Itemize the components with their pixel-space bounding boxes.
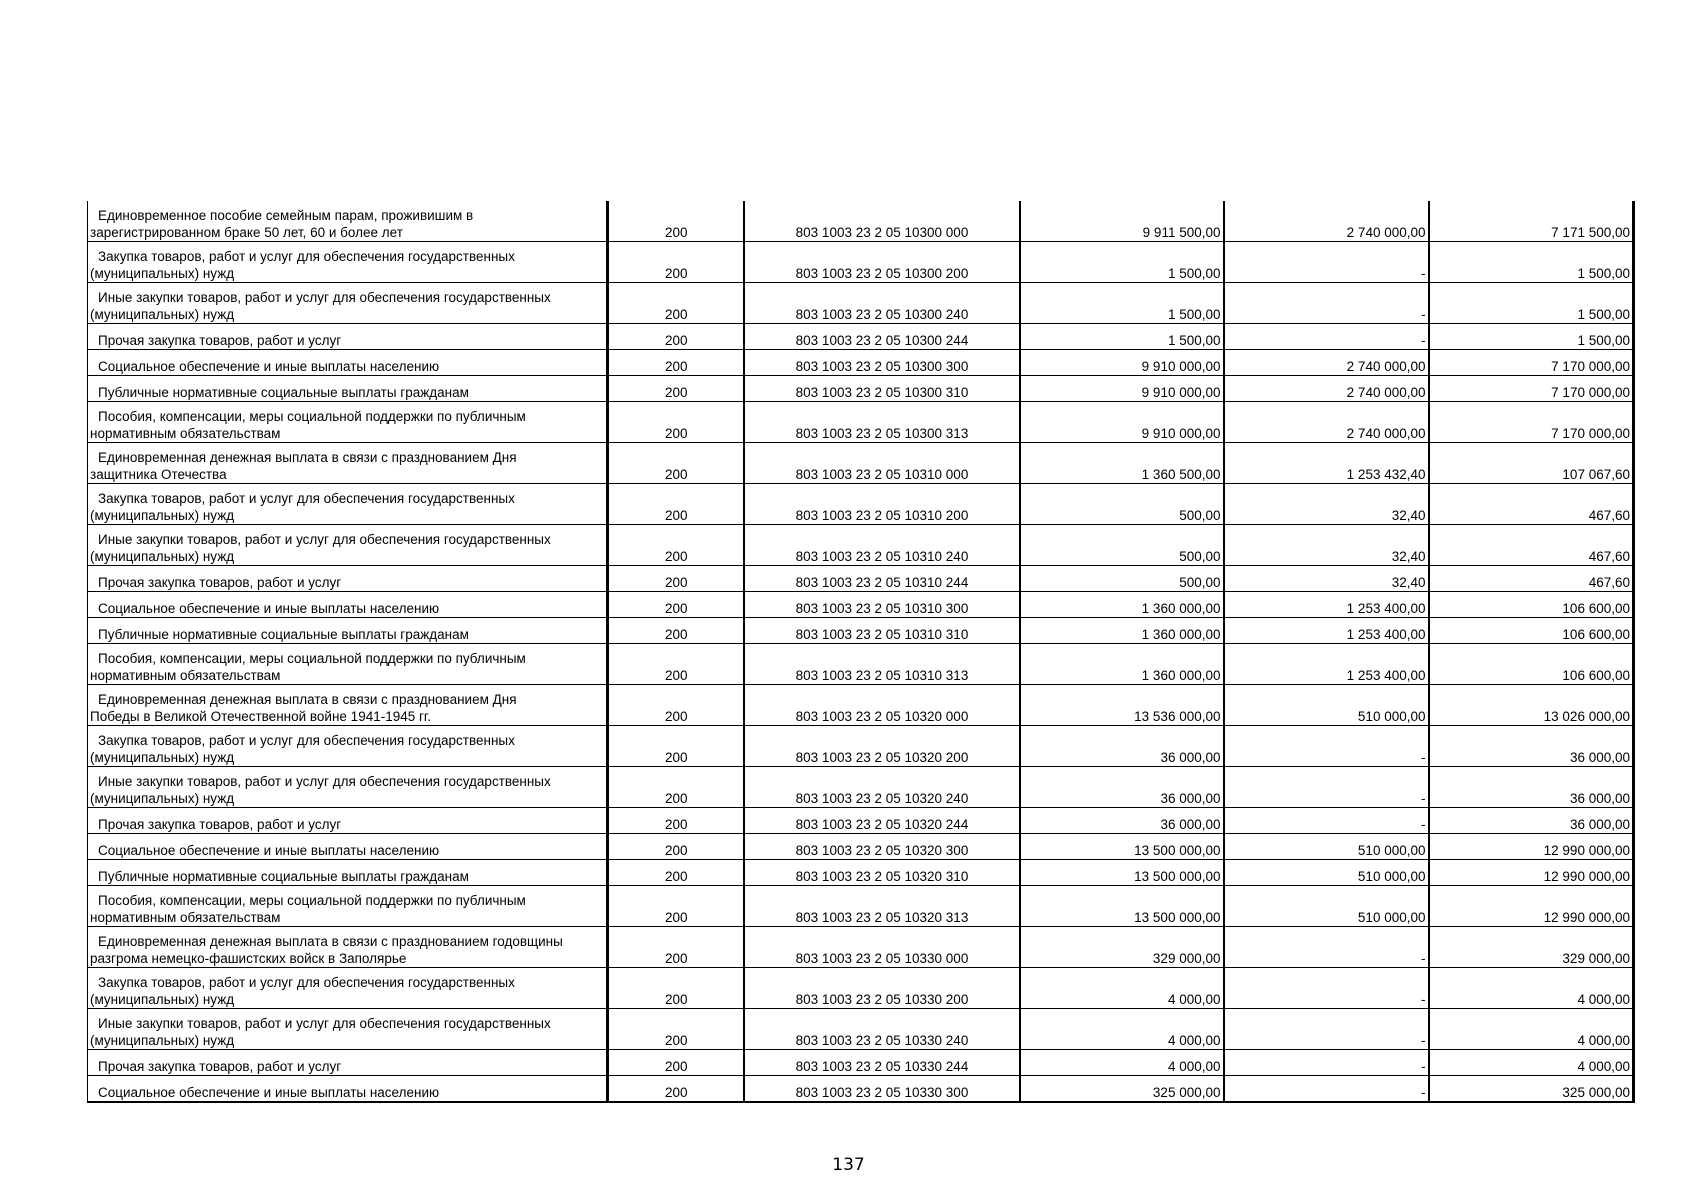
row-fact-cell: 1 253 400,00 — [1224, 644, 1429, 685]
row-kbk-cell: 803 1003 23 2 05 10300 244 — [744, 324, 1020, 350]
row-plan-cell: 1 500,00 — [1020, 324, 1224, 350]
row-code-cell: 200 — [608, 644, 744, 685]
row-plan-cell: 1 360 500,00 — [1020, 443, 1224, 484]
row-kbk-cell: 803 1003 23 2 05 10320 244 — [744, 808, 1020, 834]
row-plan-cell: 36 000,00 — [1020, 726, 1224, 767]
row-name-cell: Социальное обеспечение и иные выплаты населению — [88, 834, 608, 860]
row-name-cell: Закупка товаров, работ и услуг для обеспечения государственных (муниципальных) нужд — [88, 484, 608, 525]
row-fact-cell: 510 000,00 — [1224, 860, 1429, 886]
row-fact-cell: 32,40 — [1224, 525, 1429, 566]
row-kbk-cell: 803 1003 23 2 05 10310 200 — [744, 484, 1020, 525]
row-name-cell: Пособия, компенсации, меры социальной поддержки по публичным нормативным обязательствам — [88, 402, 608, 443]
row-kbk-cell: 803 1003 23 2 05 10310 244 — [744, 566, 1020, 592]
row-rest-cell: 36 000,00 — [1429, 726, 1634, 767]
row-name-cell: Прочая закупка товаров, работ и услуг — [88, 566, 608, 592]
row-name-cell: Пособия, компенсации, меры социальной поддержки по публичным нормативным обязательствам — [88, 644, 608, 685]
row-rest-cell: 4 000,00 — [1429, 968, 1634, 1009]
row-plan-cell: 4 000,00 — [1020, 1050, 1224, 1076]
row-fact-cell: 2 740 000,00 — [1224, 376, 1429, 402]
row-name-cell: Единовременное пособие семейным парам, проживишим в зарегистрированном браке 50 лет, 60 и более лет — [88, 201, 608, 242]
row-name-cell: Публичные нормативные социальные выплаты гражданам — [88, 860, 608, 886]
row-name-cell: Закупка товаров, работ и услуг для обеспечения государственных (муниципальных) нужд — [88, 726, 608, 767]
row-kbk-cell: 803 1003 23 2 05 10300 300 — [744, 350, 1020, 376]
row-fact-cell: 2 740 000,00 — [1224, 402, 1429, 443]
row-name-cell: Иные закупки товаров, работ и услуг для обеспечения государственных (муниципальных) нужд — [88, 1009, 608, 1050]
row-plan-cell: 36 000,00 — [1020, 767, 1224, 808]
row-code-cell: 200 — [608, 834, 744, 860]
table-row — [88, 484, 1634, 525]
row-plan-cell: 9 910 000,00 — [1020, 350, 1224, 376]
row-plan-cell: 13 500 000,00 — [1020, 860, 1224, 886]
row-kbk-cell: 803 1003 23 2 05 10320 200 — [744, 726, 1020, 767]
table-row — [88, 350, 1634, 376]
row-plan-cell: 36 000,00 — [1020, 808, 1224, 834]
row-code-cell: 200 — [608, 860, 744, 886]
row-code-cell: 200 — [608, 968, 744, 1009]
row-name-cell: Единовременная денежная выплата в связи с празднованием годовщины разгрома немецко-фашистских войск в Заполярье — [88, 927, 608, 968]
row-kbk-cell: 803 1003 23 2 05 10330 200 — [744, 968, 1020, 1009]
row-code-cell: 200 — [608, 201, 744, 242]
row-rest-cell: 107 067,60 — [1429, 443, 1634, 484]
row-fact-cell: - — [1224, 1076, 1429, 1103]
row-name-cell: Публичные нормативные социальные выплаты гражданам — [88, 376, 608, 402]
table-row — [88, 685, 1634, 726]
row-rest-cell: 12 990 000,00 — [1429, 886, 1634, 927]
row-plan-cell: 500,00 — [1020, 566, 1224, 592]
row-code-cell: 200 — [608, 443, 744, 484]
table-row — [88, 201, 1634, 242]
row-rest-cell: 1 500,00 — [1429, 242, 1634, 283]
row-name-cell: Социальное обеспечение и иные выплаты населению — [88, 1076, 608, 1103]
row-rest-cell: 4 000,00 — [1429, 1009, 1634, 1050]
table-row — [88, 566, 1634, 592]
row-name-cell: Закупка товаров, работ и услуг для обеспечения государственных (муниципальных) нужд — [88, 968, 608, 1009]
row-plan-cell: 9 910 000,00 — [1020, 376, 1224, 402]
row-code-cell: 200 — [608, 242, 744, 283]
row-code-cell: 200 — [608, 767, 744, 808]
row-plan-cell: 9 910 000,00 — [1020, 402, 1224, 443]
row-rest-cell: 467,60 — [1429, 484, 1634, 525]
row-kbk-cell: 803 1003 23 2 05 10300 240 — [744, 283, 1020, 324]
row-kbk-cell: 803 1003 23 2 05 10330 300 — [744, 1076, 1020, 1103]
row-rest-cell: 7 170 000,00 — [1429, 402, 1634, 443]
row-fact-cell: - — [1224, 283, 1429, 324]
row-plan-cell: 1 360 000,00 — [1020, 644, 1224, 685]
row-rest-cell: 12 990 000,00 — [1429, 834, 1634, 860]
table-row — [88, 886, 1634, 927]
row-fact-cell: - — [1224, 242, 1429, 283]
row-name-cell: Прочая закупка товаров, работ и услуг — [88, 1050, 608, 1076]
row-rest-cell: 36 000,00 — [1429, 767, 1634, 808]
row-kbk-cell: 803 1003 23 2 05 10300 200 — [744, 242, 1020, 283]
row-plan-cell: 1 500,00 — [1020, 242, 1224, 283]
row-rest-cell: 106 600,00 — [1429, 644, 1634, 685]
row-kbk-cell: 803 1003 23 2 05 10330 000 — [744, 927, 1020, 968]
row-fact-cell: 1 253 400,00 — [1224, 618, 1429, 644]
row-code-cell: 200 — [608, 376, 744, 402]
row-kbk-cell: 803 1003 23 2 05 10300 000 — [744, 201, 1020, 242]
row-kbk-cell: 803 1003 23 2 05 10320 240 — [744, 767, 1020, 808]
row-kbk-cell: 803 1003 23 2 05 10310 000 — [744, 443, 1020, 484]
row-fact-cell: - — [1224, 808, 1429, 834]
row-code-cell: 200 — [608, 566, 744, 592]
row-rest-cell: 7 171 500,00 — [1429, 201, 1634, 242]
row-rest-cell: 329 000,00 — [1429, 927, 1634, 968]
row-code-cell: 200 — [608, 927, 744, 968]
row-name-cell: Единовременная денежная выплата в связи с празднованием Дня защитника Отечества — [88, 443, 608, 484]
table-row — [88, 1050, 1634, 1076]
row-fact-cell: - — [1224, 767, 1429, 808]
row-rest-cell: 106 600,00 — [1429, 618, 1634, 644]
row-plan-cell: 13 536 000,00 — [1020, 685, 1224, 726]
row-rest-cell: 12 990 000,00 — [1429, 860, 1634, 886]
row-fact-cell: - — [1224, 726, 1429, 767]
row-kbk-cell: 803 1003 23 2 05 10320 310 — [744, 860, 1020, 886]
table-row — [88, 324, 1634, 350]
table-row — [88, 927, 1634, 968]
row-fact-cell: 32,40 — [1224, 566, 1429, 592]
table-row — [88, 726, 1634, 767]
table-row — [88, 443, 1634, 484]
table-row — [88, 592, 1634, 618]
row-code-cell: 200 — [608, 726, 744, 767]
row-plan-cell: 1 360 000,00 — [1020, 592, 1224, 618]
page-number: 137 — [832, 1155, 865, 1175]
row-code-cell: 200 — [608, 592, 744, 618]
row-code-cell: 200 — [608, 525, 744, 566]
row-fact-cell: - — [1224, 1009, 1429, 1050]
row-fact-cell: 1 253 432,40 — [1224, 443, 1429, 484]
table-row — [88, 808, 1634, 834]
row-plan-cell: 500,00 — [1020, 525, 1224, 566]
row-name-cell: Прочая закупка товаров, работ и услуг — [88, 324, 608, 350]
row-kbk-cell: 803 1003 23 2 05 10330 240 — [744, 1009, 1020, 1050]
table-row — [88, 860, 1634, 886]
row-name-cell: Публичные нормативные социальные выплаты гражданам — [88, 618, 608, 644]
row-code-cell: 200 — [608, 1009, 744, 1050]
row-code-cell: 200 — [608, 808, 744, 834]
row-plan-cell: 9 911 500,00 — [1020, 201, 1224, 242]
row-rest-cell: 4 000,00 — [1429, 1050, 1634, 1076]
row-code-cell: 200 — [608, 1050, 744, 1076]
table-row — [88, 618, 1634, 644]
row-code-cell: 200 — [608, 402, 744, 443]
table-row — [88, 968, 1634, 1009]
row-name-cell: Иные закупки товаров, работ и услуг для обеспечения государственных (муниципальных) нужд — [88, 283, 608, 324]
row-plan-cell: 13 500 000,00 — [1020, 834, 1224, 860]
row-code-cell: 200 — [608, 685, 744, 726]
row-name-cell: Пособия, компенсации, меры социальной поддержки по публичным нормативным обязательствам — [88, 886, 608, 927]
row-kbk-cell: 803 1003 23 2 05 10320 300 — [744, 834, 1020, 860]
row-plan-cell: 1 360 000,00 — [1020, 618, 1224, 644]
table-row — [88, 767, 1634, 808]
row-rest-cell: 7 170 000,00 — [1429, 350, 1634, 376]
table-row — [88, 1009, 1634, 1050]
row-name-cell: Социальное обеспечение и иные выплаты населению — [88, 350, 608, 376]
row-fact-cell: - — [1224, 324, 1429, 350]
row-fact-cell: - — [1224, 927, 1429, 968]
row-rest-cell: 36 000,00 — [1429, 808, 1634, 834]
row-code-cell: 200 — [608, 484, 744, 525]
table-row — [88, 242, 1634, 283]
row-fact-cell: 2 740 000,00 — [1224, 201, 1429, 242]
row-name-cell: Закупка товаров, работ и услуг для обеспечения государственных (муниципальных) нужд — [88, 242, 608, 283]
table-row — [88, 525, 1634, 566]
table-row — [88, 1076, 1634, 1103]
row-code-cell: 200 — [608, 283, 744, 324]
table-body — [88, 201, 1634, 1102]
row-rest-cell: 106 600,00 — [1429, 592, 1634, 618]
row-rest-cell: 7 170 000,00 — [1429, 376, 1634, 402]
row-kbk-cell: 803 1003 23 2 05 10320 313 — [744, 886, 1020, 927]
row-name-cell: Иные закупки товаров, работ и услуг для обеспечения государственных (муниципальных) нужд — [88, 767, 608, 808]
row-code-cell: 200 — [608, 886, 744, 927]
table-row — [88, 644, 1634, 685]
row-plan-cell: 500,00 — [1020, 484, 1224, 525]
row-plan-cell: 4 000,00 — [1020, 968, 1224, 1009]
row-plan-cell: 4 000,00 — [1020, 1009, 1224, 1050]
row-kbk-cell: 803 1003 23 2 05 10310 240 — [744, 525, 1020, 566]
table-row — [88, 283, 1634, 324]
row-fact-cell: 510 000,00 — [1224, 886, 1429, 927]
row-rest-cell: 1 500,00 — [1429, 283, 1634, 324]
row-plan-cell: 13 500 000,00 — [1020, 886, 1224, 927]
row-kbk-cell: 803 1003 23 2 05 10300 313 — [744, 402, 1020, 443]
row-fact-cell: 32,40 — [1224, 484, 1429, 525]
row-code-cell: 200 — [608, 1076, 744, 1103]
row-rest-cell: 13 026 000,00 — [1429, 685, 1634, 726]
row-kbk-cell: 803 1003 23 2 05 10310 300 — [744, 592, 1020, 618]
row-rest-cell: 467,60 — [1429, 566, 1634, 592]
row-kbk-cell: 803 1003 23 2 05 10330 244 — [744, 1050, 1020, 1076]
row-name-cell: Единовременная денежная выплата в связи с празднованием Дня Победы в Великой Отечественной войне 1941-1945 гг. — [88, 685, 608, 726]
row-plan-cell: 1 500,00 — [1020, 283, 1224, 324]
row-rest-cell: 1 500,00 — [1429, 324, 1634, 350]
row-kbk-cell: 803 1003 23 2 05 10310 313 — [744, 644, 1020, 685]
row-name-cell: Социальное обеспечение и иные выплаты населению — [88, 592, 608, 618]
row-fact-cell: 510 000,00 — [1224, 685, 1429, 726]
row-fact-cell: 1 253 400,00 — [1224, 592, 1429, 618]
table-row — [88, 834, 1634, 860]
row-code-cell: 200 — [608, 324, 744, 350]
row-kbk-cell: 803 1003 23 2 05 10310 310 — [744, 618, 1020, 644]
row-code-cell: 200 — [608, 350, 744, 376]
row-fact-cell: - — [1224, 1050, 1429, 1076]
row-fact-cell: - — [1224, 968, 1429, 1009]
table-row — [88, 402, 1634, 443]
table-row — [88, 376, 1634, 402]
row-plan-cell: 329 000,00 — [1020, 927, 1224, 968]
row-name-cell: Иные закупки товаров, работ и услуг для обеспечения государственных (муниципальных) нужд — [88, 525, 608, 566]
row-code-cell: 200 — [608, 618, 744, 644]
row-plan-cell: 325 000,00 — [1020, 1076, 1224, 1103]
row-kbk-cell: 803 1003 23 2 05 10300 310 — [744, 376, 1020, 402]
row-rest-cell: 467,60 — [1429, 525, 1634, 566]
row-fact-cell: 510 000,00 — [1224, 834, 1429, 860]
row-rest-cell: 325 000,00 — [1429, 1076, 1634, 1103]
row-name-cell: Прочая закупка товаров, работ и услуг — [88, 808, 608, 834]
budget-execution-table — [87, 201, 1635, 1103]
row-kbk-cell: 803 1003 23 2 05 10320 000 — [744, 685, 1020, 726]
row-fact-cell: 2 740 000,00 — [1224, 350, 1429, 376]
